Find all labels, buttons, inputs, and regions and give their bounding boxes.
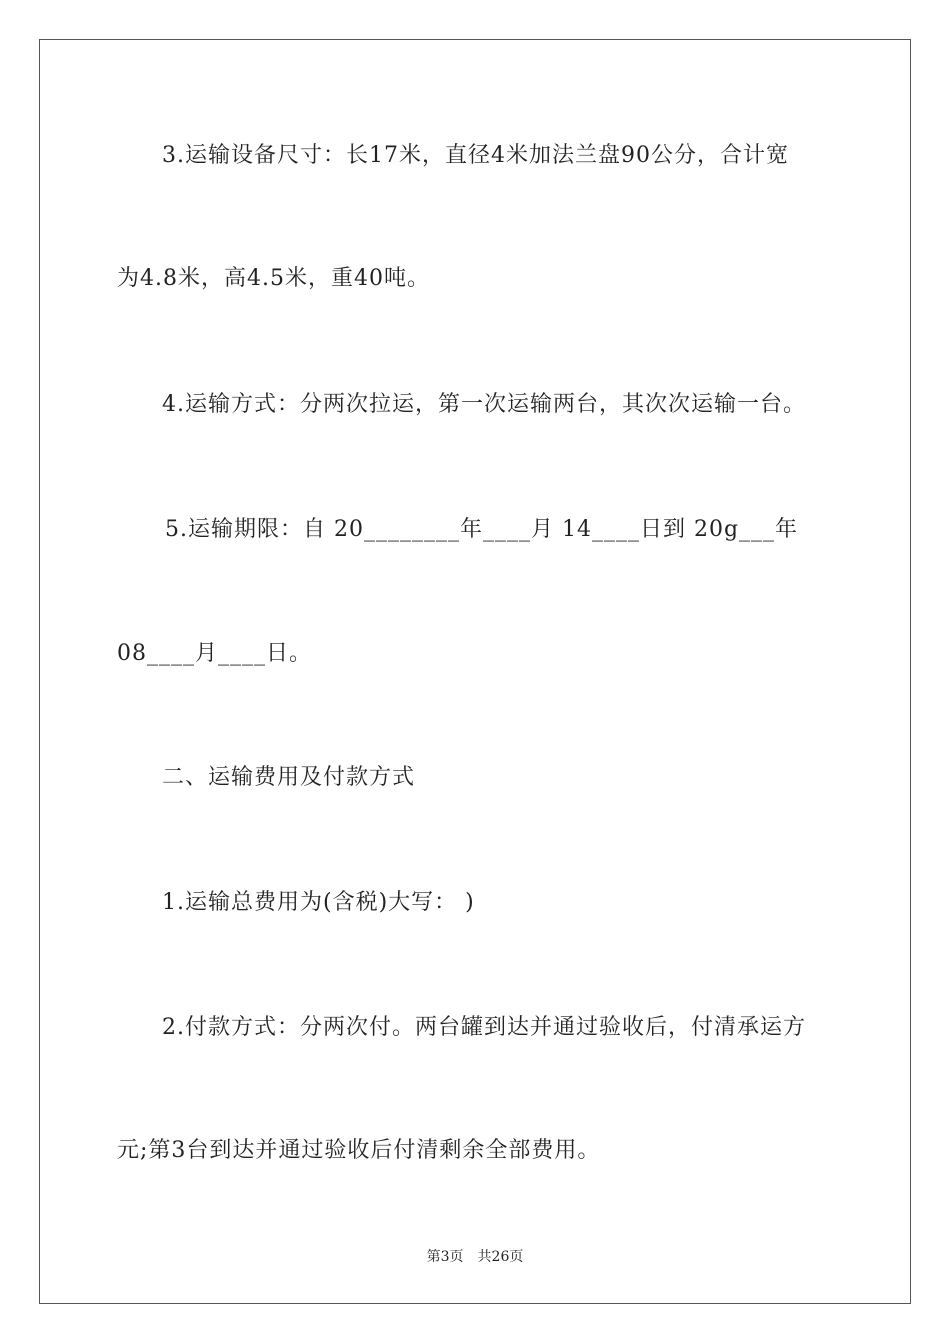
- paragraph-dimensions-continued: 为4.8米，高4.5米，重40吨。: [117, 266, 430, 291]
- paragraph-total-fee: 1.运输总费用为(含税)大写： ): [162, 890, 475, 915]
- section-heading-fees: 二、运输费用及付款方式: [162, 765, 416, 790]
- paragraph-transport-dimensions: 3.运输设备尺寸：长17米，直径4米加法兰盘90公分，合计宽: [162, 143, 789, 168]
- paragraph-transport-period: 5.运输期限：自 20________年____月 14____日到 20g___年: [165, 517, 799, 542]
- page-frame: [39, 39, 911, 1304]
- paragraph-payment-method: 2.付款方式：分两次付。两台罐到达并通过验收后，付清承运方: [162, 1015, 806, 1040]
- paragraph-payment-continued: 元;第3台到达并通过验收后付清剩余全部费用。: [117, 1138, 601, 1163]
- page-footer: 第3页 共26页: [426, 1249, 524, 1265]
- paragraph-period-continued: 08____月____日。: [117, 641, 312, 666]
- paragraph-transport-method: 4.运输方式：分两次拉运，第一次运输两台，其次次运输一台。: [162, 392, 806, 417]
